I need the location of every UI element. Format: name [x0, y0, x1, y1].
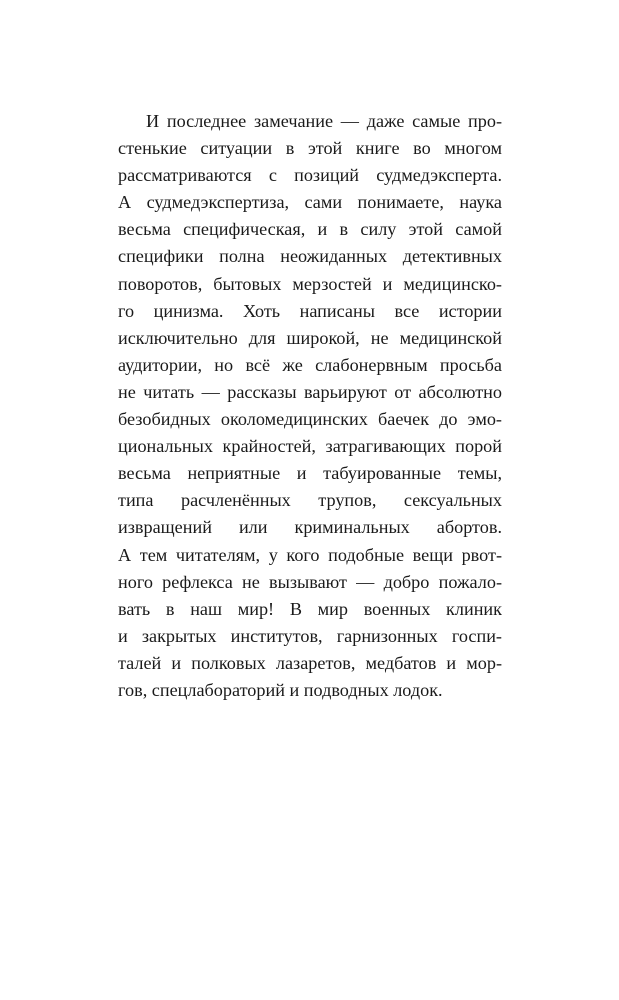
text-line: весьма неприятные и табуированные темы,	[118, 463, 502, 484]
text-line: стенькие ситуации в этой книге во многом	[118, 138, 502, 159]
text-line: специфики полна неожиданных детективных	[118, 246, 502, 267]
text-line: типа расчленённых трупов, сексуальных	[118, 490, 502, 511]
text-line: исключительно для широкой, не медицинской	[118, 327, 502, 348]
text-line: талей и полковых лазаретов, медбатов и мор-	[118, 652, 502, 673]
text-line: И последнее замечание — даже самые про-	[146, 111, 502, 131]
text-line: рассматриваются с позиций судмедэксперта.	[118, 165, 502, 186]
text-line: ного рефлекса не вызывают — добро пожало-	[118, 571, 502, 592]
text-line: А судмедэкспертиза, сами понимаете, наука	[118, 192, 502, 213]
text-line: го цинизма. Хоть написаны все истории	[118, 300, 502, 321]
text-line: и закрытых институтов, гарнизонных госпи-	[118, 625, 502, 646]
text-line: безобидных околомедицинских баечек до эмо-	[118, 409, 502, 430]
text-line: вать в наш мир! В мир военных клиник	[118, 598, 502, 619]
text-block	[118, 108, 502, 704]
text-line: извращений или криминальных абортов.	[118, 517, 502, 538]
text-line: аудитории, но всё же слабонервным просьба	[118, 354, 502, 375]
text-line: весьма специфическая, и в силу этой самой	[118, 219, 502, 240]
text-line: гов, спецлабораторий и подводных лодок.	[118, 679, 443, 700]
text-line: не читать — рассказы варьируют от абсолютно	[118, 381, 502, 402]
text-line: поворотов, бытовых мерзостей и медицинско-	[118, 273, 502, 294]
text-line: А тем читателям, у кого подобные вещи рвот-	[118, 544, 502, 565]
text-line: циональных крайностей, затрагивающих порой	[118, 436, 502, 457]
